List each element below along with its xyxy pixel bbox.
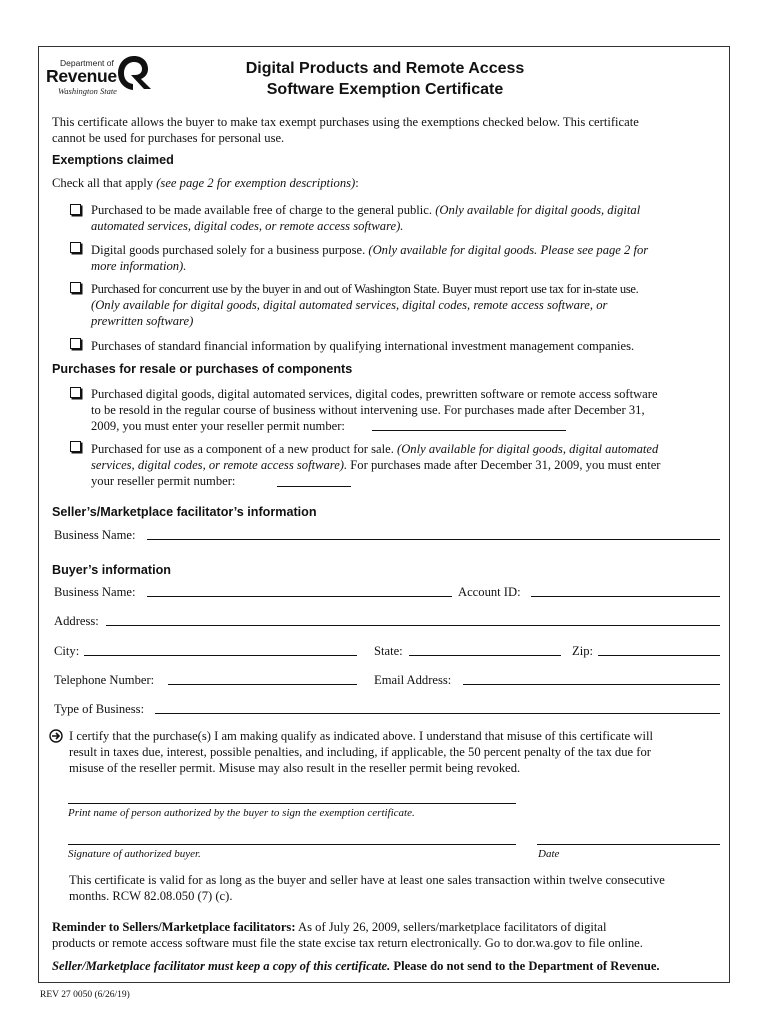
reseller-permit-input-1[interactable]: [372, 430, 566, 431]
certification-text: I certify that the purchase(s) I am making qualify as indicated above. I understand that misuse of this certificate will result in taxes due, interest, possible penalties, and including, if applicable, the 50 percent penalty of the tax due for misuse of the reseller permit. Misuse may also result in the reseller permit being revoked.: [69, 729, 654, 775]
print-name-label: Print name of person authorized by the buyer to sign the exemption certificate.: [68, 807, 415, 819]
resale-heading: Purchases for resale or purchases of components: [52, 362, 353, 376]
exemption-concurrent-use-text: Purchased for concurrent use by the buyer in and out of Washington State. Buyer must report use tax for in-state use. (Only available for digital goods, digital automated services, digital codes, remote access software, or prewritten software): [91, 282, 639, 328]
exemption-business-purpose-text: Digital goods purchased solely for a business purpose. (Only available for digital goods. Please see page 2 for more information).: [91, 243, 649, 273]
logo-washington: Washington State: [58, 86, 117, 96]
logo-revenue: Revenue: [46, 66, 117, 86]
buyer-telephone-input[interactable]: [168, 684, 357, 685]
arrow-icon: [49, 729, 63, 743]
logo-department: Department of: [60, 58, 114, 68]
title-line-1: Digital Products and Remote Access: [245, 60, 525, 77]
exemption-free-public-text: Purchased to be made available free of charge to the general public. (Only available for digital goods, digital automated services, digital codes, or remote access software).: [91, 203, 641, 233]
buyer-city-label: City:: [54, 644, 80, 658]
resale-digital-goods-text: Purchased digital goods, digital automated services, digital codes, prewritten software or remote access software to be resold in the regular course of business without intervening use. For purchases made after December 31, 2009, you must enter your reseller permit number:: [91, 387, 658, 433]
exemption-concurrent-use-checkbox[interactable]: [70, 282, 81, 293]
buyer-state-label: State:: [374, 644, 403, 658]
resale-digital-goods-checkbox[interactable]: [70, 387, 81, 398]
buyer-business-name-input[interactable]: [147, 596, 452, 597]
seller-business-name-label: Business Name:: [54, 528, 136, 542]
exemption-free-public-checkbox[interactable]: [70, 204, 81, 215]
seller-business-name-input[interactable]: [147, 539, 720, 540]
buyer-heading: Buyer’s information: [52, 563, 171, 577]
buyer-business-name-label: Business Name:: [54, 585, 136, 599]
buyer-type-of-business-input[interactable]: [155, 713, 720, 714]
exemption-financial-info-text: Purchases of standard financial information by qualifying international investment management companies.: [91, 339, 635, 353]
buyer-telephone-label: Telephone Number:: [54, 673, 155, 687]
buyer-address-input[interactable]: [106, 625, 720, 626]
form-title: [190, 58, 580, 100]
component-purchase-text: Purchased for use as a component of a new product for sale. (Only available for digital goods, digital automated services, digital codes, or remote access software). For purchases made after December 31, 2009, you must enter your reseller permit number:: [91, 442, 661, 488]
buyer-email-label: Email Address:: [374, 673, 452, 687]
exemption-financial-info-checkbox[interactable]: [70, 338, 81, 349]
buyer-address-label: Address:: [54, 614, 99, 628]
exemptions-heading: Exemptions claimed: [52, 153, 174, 167]
keep-copy-notice: Seller/Marketplace facilitator must keep a copy of this certificate. Please do not send to the Department of Revenue.: [52, 959, 660, 973]
buyer-state-input[interactable]: [409, 655, 561, 656]
component-purchase-checkbox[interactable]: [70, 441, 81, 452]
seller-heading: Seller’s/Marketplace facilitator’s information: [52, 505, 317, 519]
logo-mark-icon: [116, 54, 152, 92]
reseller-permit-input-2[interactable]: [277, 486, 351, 487]
form-id: REV 27 0050 (6/26/19): [40, 990, 130, 1000]
buyer-zip-label: Zip:: [572, 644, 593, 658]
buyer-city-input[interactable]: [84, 655, 357, 656]
signature-input[interactable]: [68, 844, 516, 845]
reminder-text: Reminder to Sellers/Marketplace facilitators: As of July 26, 2009, sellers/marketplace facilitators of digital products or remote access software must file the state excise tax return electronically. Go to dor.wa.gov to file online.: [52, 920, 643, 950]
buyer-account-id-label: Account ID:: [458, 585, 521, 599]
check-all-instruction: Check all that apply (see page 2 for exemption descriptions):: [52, 176, 359, 190]
exemption-business-purpose-checkbox[interactable]: [70, 242, 81, 253]
buyer-email-input[interactable]: [463, 684, 720, 685]
signature-label: Signature of authorized buyer.: [68, 848, 201, 860]
intro-text: This certificate allows the buyer to make tax exempt purchases using the exemptions checked below. This certificate cannot be used for purchases for personal use.: [52, 115, 639, 145]
date-label: Date: [538, 848, 560, 860]
buyer-zip-input[interactable]: [598, 655, 720, 656]
title-line-2: Software Exemption Certificate: [266, 81, 504, 98]
dor-logo: [46, 54, 156, 98]
print-name-input[interactable]: [68, 803, 516, 804]
buyer-account-id-input[interactable]: [531, 596, 720, 597]
buyer-type-of-business-label: Type of Business:: [54, 702, 145, 716]
validity-text: This certificate is valid for as long as the buyer and seller have at least one sales transaction within twelve consecutive months. RCW 82.08.050 (7) (c).: [69, 873, 665, 903]
date-input[interactable]: [537, 844, 720, 845]
